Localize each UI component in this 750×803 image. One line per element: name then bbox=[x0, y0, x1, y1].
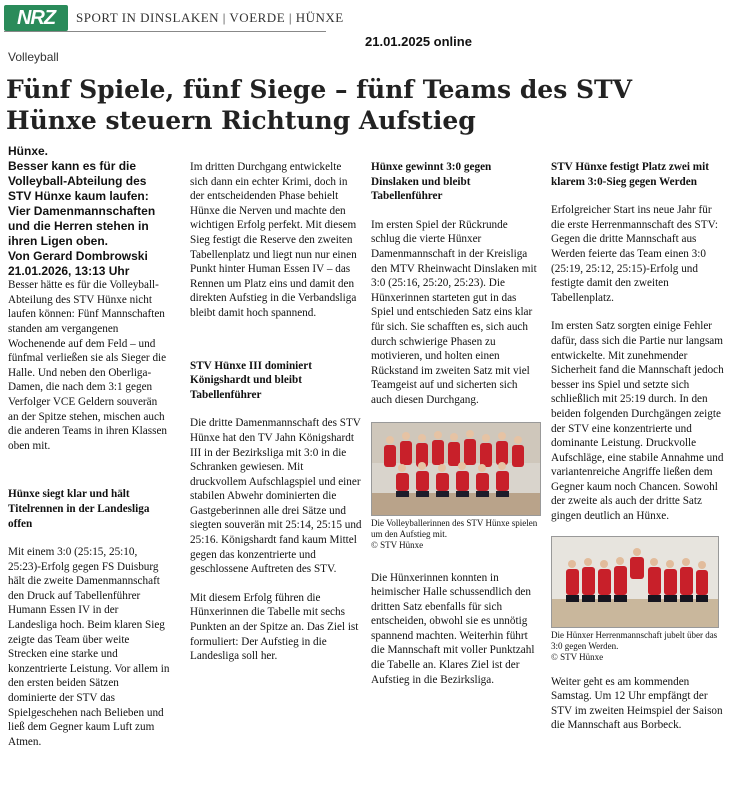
edition-note: 21.01.2025 online bbox=[365, 34, 472, 49]
intro-teaser: Besser kann es für die Volleyball-Abteilung des STV Hünxe kaum laufen: Vier Damenmannschaften und die Herren stehen in ihren Ligen oben. bbox=[8, 159, 156, 248]
photo-2-caption bbox=[551, 630, 725, 663]
masthead bbox=[4, 4, 344, 32]
subheading-kreisliga: Hünxe gewinnt 3:0 gegen Dinslaken und bleibt Tabellenführer bbox=[371, 161, 492, 203]
paragraph-10: Weiter geht es am kommenden Samstag. Um 12 Uhr empfängt der STV im zweiten Heimspiel der Saison die Mannschaft aus Borbeck. bbox=[551, 675, 723, 732]
headline-line-1: Fünf Spiele, fünf Siege – fünf Teams des STV bbox=[6, 75, 633, 104]
team-photo-women[interactable] bbox=[371, 422, 541, 516]
paragraph-5: Mit diesem Erfolg führen die Hünxerinnen die Tabelle mit sechs Punkten an der Spitze an. Das Ziel ist formuliert: Der Aufstieg in die Landesliga soll her. bbox=[190, 591, 359, 663]
paragraph-8: Erfolgreicher Start ins neue Jahr für die erste Herrenmannschaft des STV: Gegen die dritte Mannschaft aus Werden feierte das Team einen 3:0 (25:19, 25:12, 25:15)-Erfolg und festigte damit den zweiten Tabellenplatz. bbox=[551, 204, 718, 304]
paragraph-9: Im ersten Satz sorgten einige Fehler dafür, dass sich die Partie nur langsam entwickelte. Mit zunehmender Sicherheit fand die Mannschaft jedoch besser ins Spiel und setzte sich schließlich mit 25:19 durch. In den beiden folgenden Durchgängen zeigte der STV eine konzentrierte und dominante Leistung. Druckvolle Aufschläge, eine stabile Annahme und variantenreiche Angriffe ließen dem Gegner kaum noch Chancen. Sowohl der zweite als auch der dritte Satz gingen deutlich an Hünxe. bbox=[551, 320, 724, 523]
paragraph-3: Im dritten Durchgang entwickelte sich dann ein echter Krimi, doch in der entscheidenden Phase behielt Hünxe die Nerven und machte den wichtigen Erfolg perfekt. Mit diesem Sieg festigt die Reserve den zweiten Tabellenplatz und liegt nun nur einen Punkt hinter Human Essen IV – das Rennen um Platz eins und damit den direkten Aufstieg in die Verbandsliga bleibt damit hoch spannend. bbox=[190, 161, 357, 319]
photo-1-caption bbox=[371, 518, 539, 551]
article-headline bbox=[6, 74, 726, 136]
column-2 bbox=[190, 160, 362, 664]
column-3 bbox=[371, 160, 539, 687]
paragraph-7: Die Hünxerinnen konnten in heimischer Halle schussendlich den dritten Satz ebenfalls für sich entscheiden, obwohl sie es unnötig spannend machten. Weiterhin führt die Mannschaft mit voller Punktzahl die Tabelle an. Klares Ziel ist der Aufstieg in die Bezirksliga. bbox=[371, 571, 535, 686]
column-1 bbox=[8, 144, 170, 749]
intro-location: Hünxe. bbox=[8, 144, 49, 158]
subheading-bezirksliga: STV Hünxe III dominiert Königshardt und bleibt Tabellenführer bbox=[190, 359, 312, 401]
nrz-logo[interactable]: NRZ bbox=[4, 5, 68, 31]
headline-line-2: Hünxe steuern Richtung Aufstieg bbox=[6, 106, 476, 135]
paragraph-4: Die dritte Damenmannschaft des STV Hünxe hat den TV Jahn Königshardt III in der Bezirksliga mit 3:0 in die Schranken gewiesen. Mit druckvollem Aufschlagspiel und einer stabilen Abwehr dominierten die Gastgeberinnen alle drei Sätze und siegten souverän mit 25:14, 25:15 und 25:16. Königshardt fand kaum Mittel gegen das konzentrierte und geschlossene Auftreten des STV. bbox=[190, 417, 362, 576]
masthead-divider bbox=[4, 31, 326, 32]
column-4 bbox=[551, 160, 725, 733]
article-kicker: Volleyball bbox=[8, 50, 59, 64]
paragraph-1: Besser hätte es für die Volleyball-Abteilung des STV Hünxe nicht laufen können: Fünf Mannschaften standen am vergangenen Wochenende auf dem Feld – und fünfmal verließen sie als Sieger die Halle. Und neben den Oberliga-Damen, die nach dem 3:1 gegen Verfolger VCE Geldern souverän an der Spitze stehen, mischen auch die anderen Teams in ihren Klassen oben mit. bbox=[8, 279, 168, 452]
publish-date: 21.01.2026, 13:13 Uhr bbox=[8, 263, 130, 278]
team-photo-men-image bbox=[552, 537, 718, 627]
paragraph-2: Mit einem 3:0 (25:15, 25:10, 25:23)-Erfolg gegen FS Duisburg hält die zweite Damenmannschaft den Druck auf Tabellenführer Humann Essen IV in der Landesliga hoch. Beim klaren Sieg zeigte das Team über weite Strecken eine starke und konzentrierte Leistung. Vor allem in den ersten beiden Sätzen dominierte der STV das Spielgeschehen nach Belieben und ließ dem Gegner kaum Luft zum Atmen. bbox=[8, 546, 170, 748]
photo-1-credit: © STV Hünxe bbox=[371, 539, 424, 550]
subheading-landesliga: Hünxe siegt klar und hält Titelrennen in der Landesliga offen bbox=[8, 488, 150, 530]
author-line: Von Gerard Dombrowski bbox=[8, 249, 148, 263]
photo-2-caption-text: Die Hünxer Herrenmannschaft jubelt über das 3:0 gegen Werden. bbox=[551, 629, 718, 651]
photo-1-caption-text: Die Volleyballerinnen des STV Hünxe spielen um den Aufstieg mit. bbox=[371, 517, 538, 539]
paragraph-6: Im ersten Spiel der Rückrunde schlug die vierte Hünxer Damenmannschaft in der Kreisliga den MTV Rheinwacht Dinslaken mit 3:0 (25:16, 25:20, 25:23). Die Hünxerinnen starteten gut in das Spiel und entschieden Satz eins klar für sich. Sie schafften es, sich auch durch schwierige Phasen zu motivieren, und holten einen Rückstand im zweiten Satz mit viel Teamgeist auf und sicherten sich auch diesen Durchgang. bbox=[371, 218, 537, 406]
team-photo-men[interactable] bbox=[551, 536, 719, 628]
subheading-herren: STV Hünxe festigt Platz zwei mit klarem 3:0-Sieg gegen Werden bbox=[551, 161, 709, 188]
team-photo-women-image bbox=[372, 423, 540, 515]
section-title: SPORT IN DINSLAKEN | VOERDE | HÜNXE bbox=[76, 10, 344, 25]
photo-2-credit: © STV Hünxe bbox=[551, 651, 604, 662]
